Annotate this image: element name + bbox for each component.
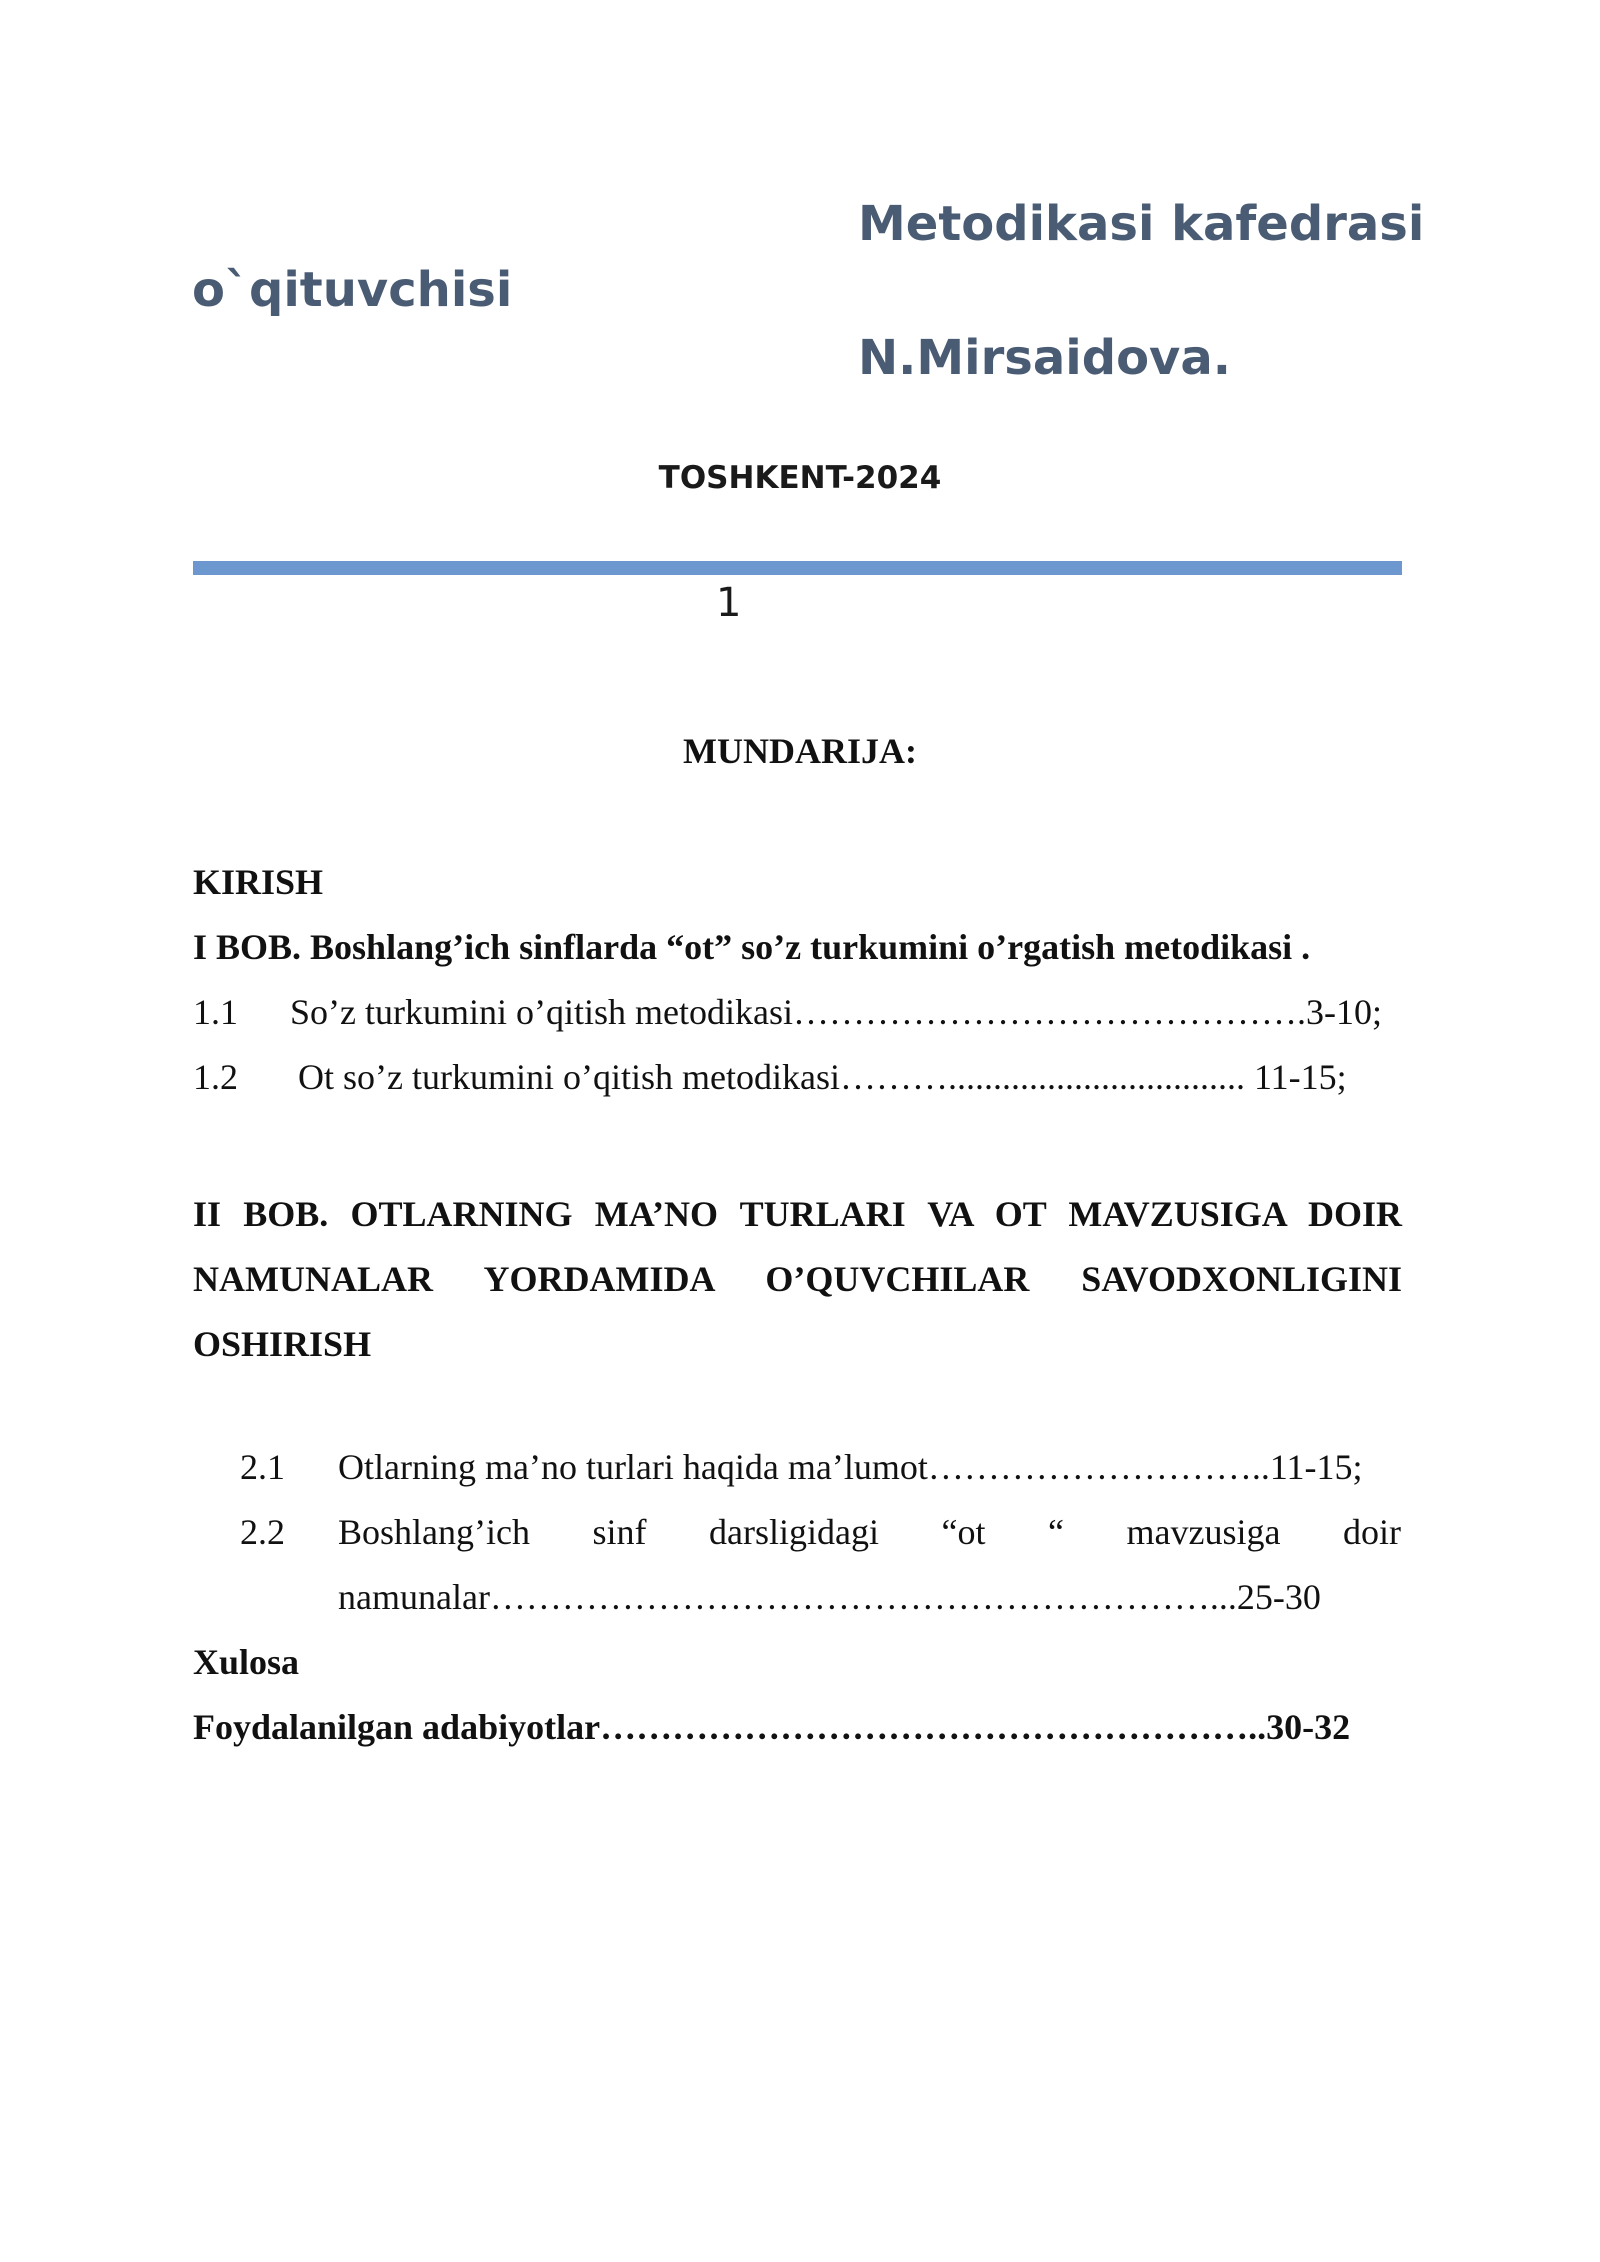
toc-word: mavzusiga xyxy=(1126,1512,1281,1552)
city-year xyxy=(0,460,1600,496)
toc-chapter-2-title: II BOB. OTLARNING MA’NO TURLARI VA OT MAVZUSIGA DOIR NAMUNALAR YORDAMIDA O’QUVCHILAR SAVODXONLIGINI OSHIRISH xyxy=(193,1194,1402,1364)
toc-intro: KIRISH xyxy=(193,862,324,902)
toc-section-entry-continuation: namunalar……………………………………………………...25-30 xyxy=(338,1577,1321,1617)
footer-rule xyxy=(193,561,1402,575)
city-year-text: TOSHKENT-2024 xyxy=(658,460,942,496)
toc-word: darsligidagi xyxy=(709,1512,879,1552)
toc-section-entry: So’z turkumini o’qitish metodikasi…………………………………….3-10; xyxy=(290,992,1382,1032)
teacher-role: o`qituvchisi xyxy=(192,262,513,318)
toc-section-number: 2.1 xyxy=(240,1447,285,1487)
toc-references: Foydalanilgan adabiyotlar………………………………………………..30-32 xyxy=(193,1707,1351,1747)
toc-word: Boshlang’ich xyxy=(338,1512,530,1552)
toc-word: doir xyxy=(1342,1512,1401,1552)
toc-section-number: 1.2 xyxy=(193,1057,238,1097)
toc-word: sinf xyxy=(592,1512,647,1552)
toc-section-number: 2.2 xyxy=(240,1512,285,1552)
toc-chapter-1-title: I BOB. Boshlang’ich sinflarda “ot” so’z turkumini o’rgatish metodikasi . xyxy=(193,927,1311,967)
toc-word: “ xyxy=(1048,1512,1064,1552)
department-heading: Metodikasi kafedrasi xyxy=(858,196,1425,252)
toc-section-entry: Ot so’z turkumini o’qitish metodikasi………................................. 11-15; xyxy=(298,1057,1347,1097)
page-number: 1 xyxy=(716,580,742,626)
toc-conclusion: Xulosa xyxy=(193,1642,300,1682)
toc-title: MUNDARIJA: xyxy=(683,731,917,771)
toc-section-number: 1.1 xyxy=(193,992,238,1032)
toc-word: “ot xyxy=(941,1512,986,1552)
toc-section-entry: Otlarning ma’no turlari haqida ma’lumot………………………..11-15; xyxy=(338,1447,1363,1487)
teacher-name: N.Mirsaidova. xyxy=(858,330,1231,386)
toc-section-entry-line xyxy=(338,1508,1401,1556)
